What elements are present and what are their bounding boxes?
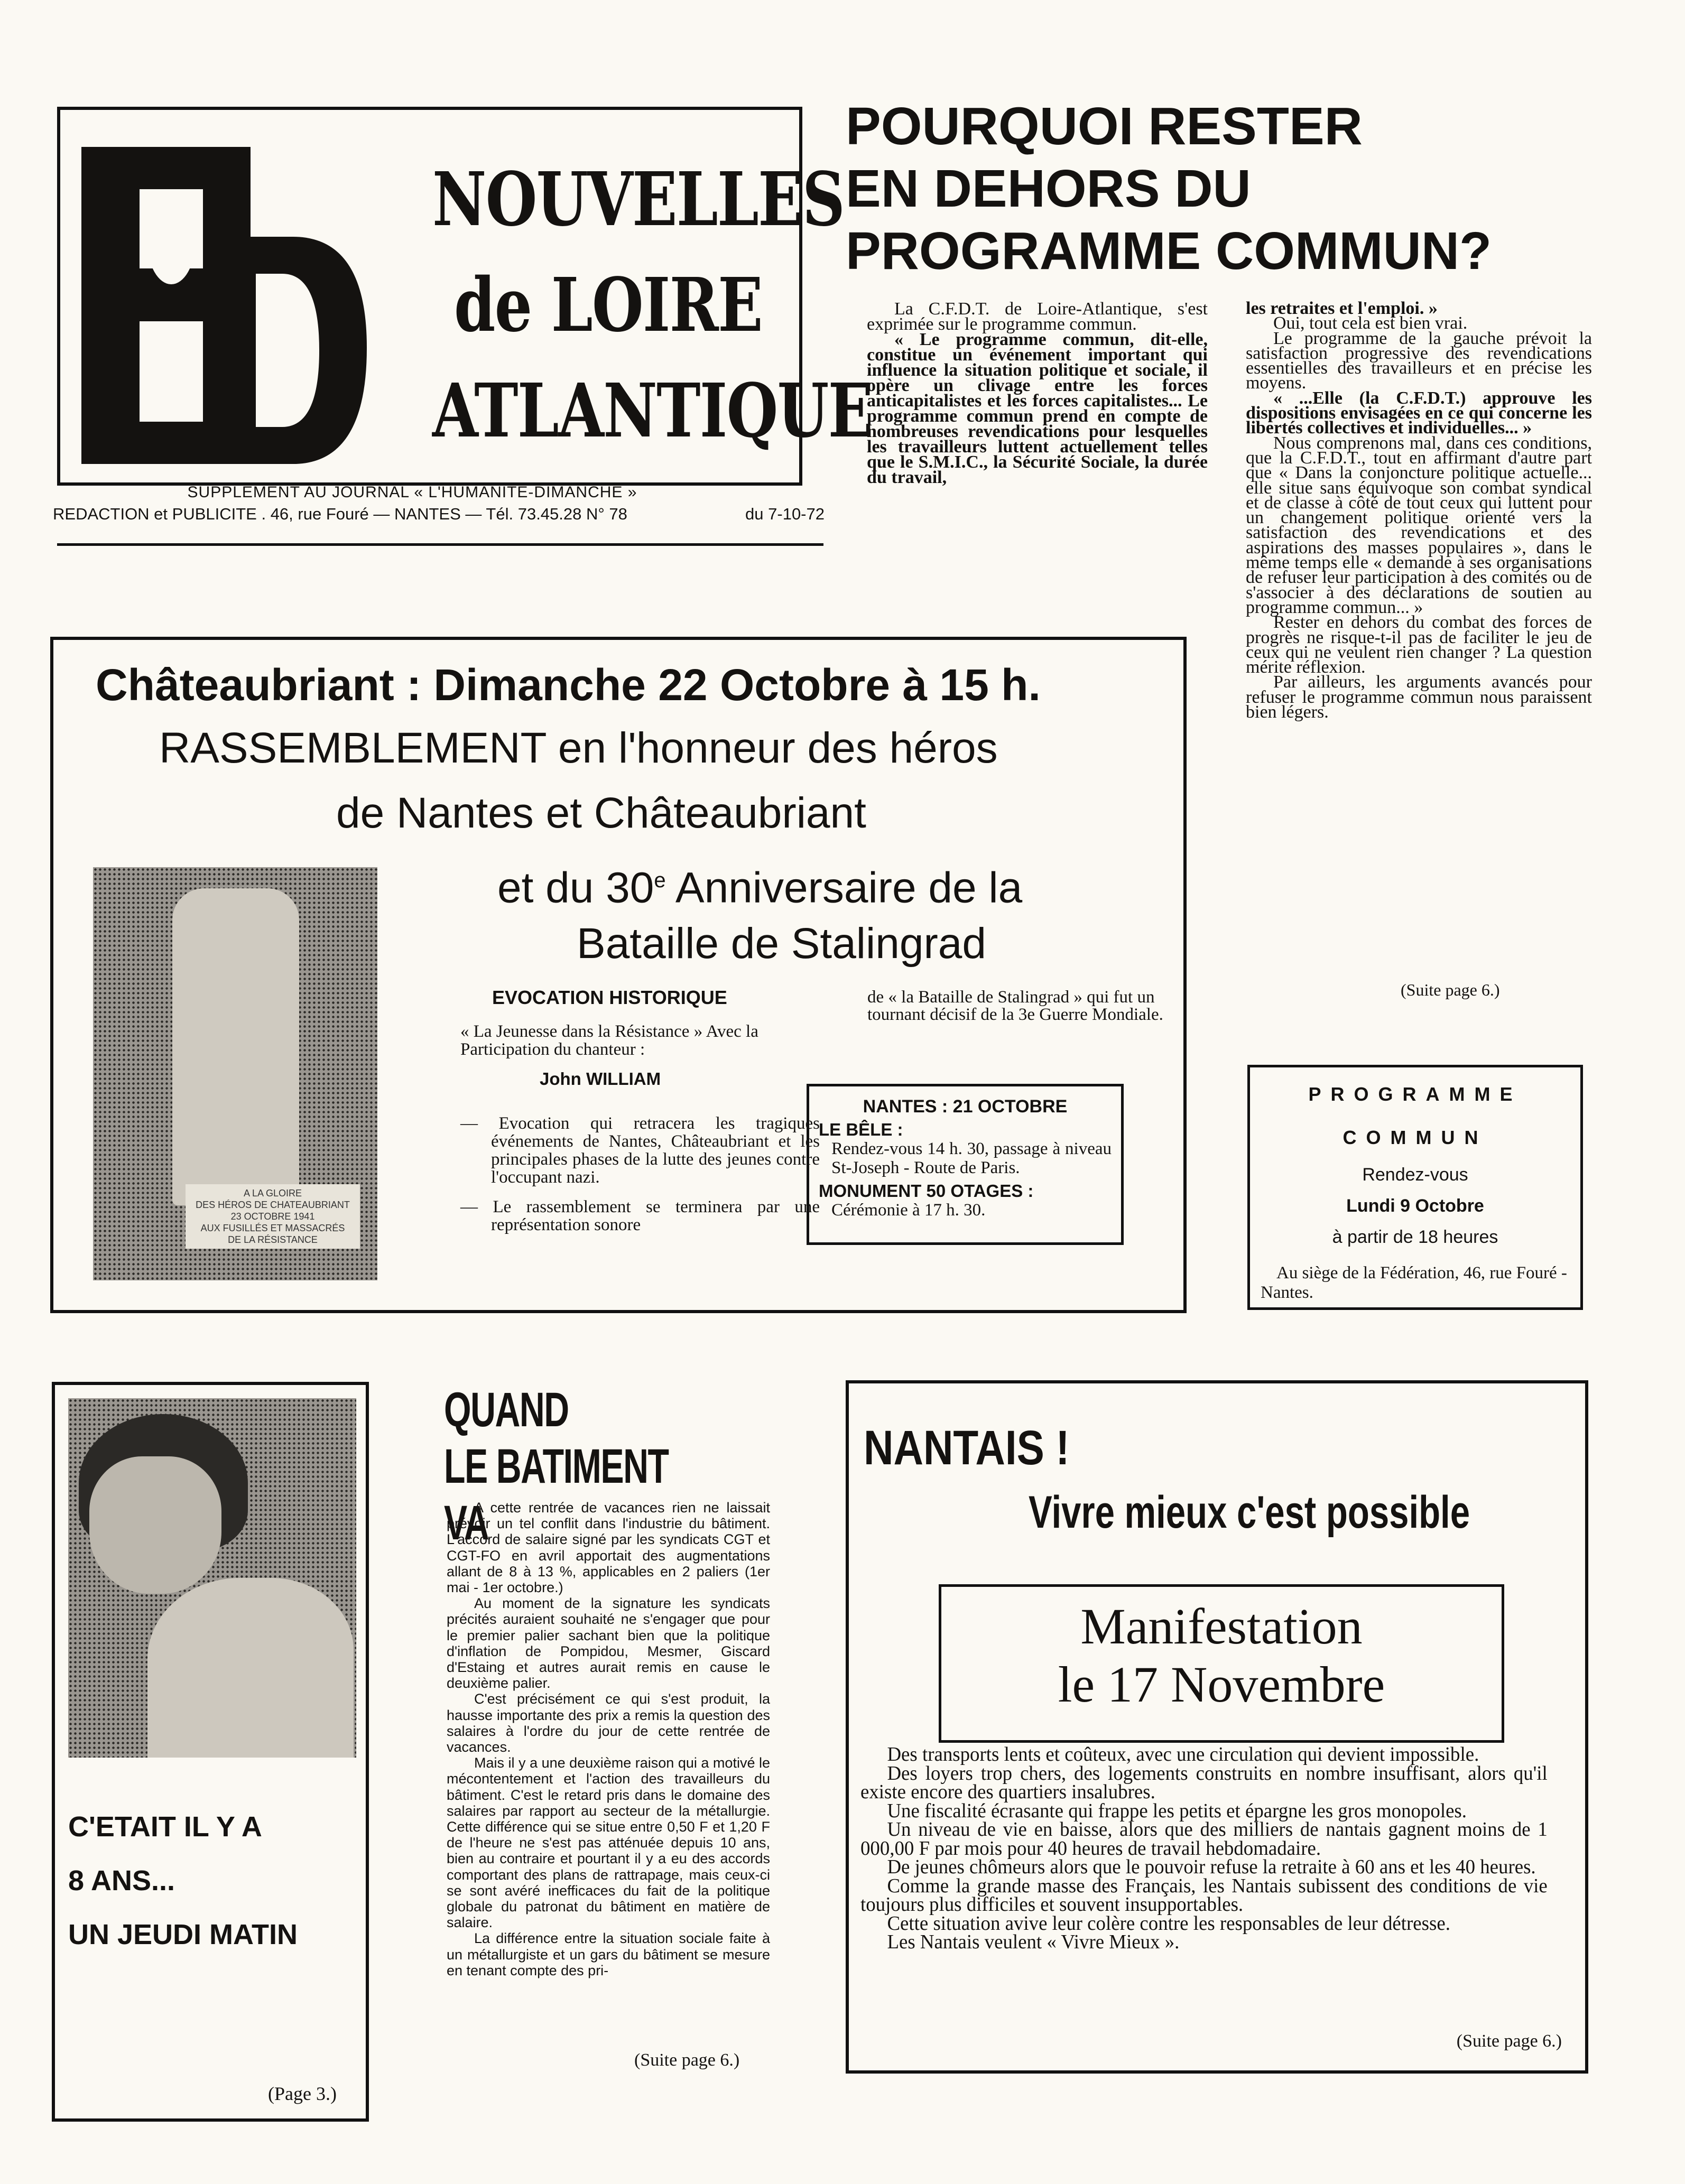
place-label: MONUMENT 50 OTAGES : (819, 1181, 1034, 1201)
nantes-box-title: NANTES : 21 OCTOBRE (863, 1096, 1068, 1117)
plaque-line: 23 OCTOBRE 1941 (230, 1211, 315, 1222)
paragraph: Rester en dehors du combat des forces de progrès ne risque-t-il pas de faciliter le jeu de ceux qui ne veulent rien changer ? La question mérite réflexion. (1246, 612, 1592, 677)
nantais-box (846, 1380, 1588, 2074)
paragraph: Le programme de la gauche prévoit la satisfaction progressive des revendications essentielles des travailleurs et en précise les moyens. (1246, 328, 1592, 393)
newspaper-title (432, 147, 873, 464)
paragraph: Un niveau de vie en baisse, alors que des milliers de nantais gagnent moins de 1 000,00 F par mois pour 40 heures de travail hebdomadaire. (860, 1818, 1548, 1860)
page-reference: (Page 3.) (268, 2083, 337, 2104)
hd-logo (81, 147, 377, 464)
box-title: PROGRAMME (1308, 1083, 1522, 1105)
headline-line: UN JEUDI MATIN (68, 1919, 298, 1950)
evocation-subtitle: « La Jeunesse dans la Résistance » Avec la Participation du chanteur : (460, 1022, 758, 1059)
rendezvous-label: Rendez-vous (1362, 1165, 1468, 1185)
nantais-slogan: Vivre mieux c'est possible (1029, 1487, 1470, 1538)
bullet-text: Evocation qui retracera les tragiques événements de Nantes, Châteaubriant et les principales phases de la lutte des jeunes contre l'occupant nazi. (491, 1114, 820, 1187)
anniv-post: Anniversaire de la (665, 863, 1023, 912)
subtitle-rest: en l'honneur des héros (546, 724, 998, 772)
plaque-line: A LA GLOIRE (243, 1188, 302, 1198)
evocation-continuation (836, 989, 1179, 1024)
paragraph: « Le programme commun, dit-elle, constitue un événement important qui influence la situation politique et sociale, il opère un clivage entre les forces anticapitalistes et les forces capitalistes... Le programme commun prend en compte de nombreuses revendications pour lesquelles les travailleurs luttent actuellement telles que le S.M.I.C., la Sécurité Sociale, la durée du travail, (867, 330, 1208, 487)
nantais-title: NANTAIS ! (864, 1421, 1070, 1475)
paragraph: Des transports lents et coûteux, avec une circulation qui devient impossible. (887, 1743, 1479, 1765)
bullet-item: — Evocation qui retracera les tragiques événements de Nantes, Châteaubriant et les principales phases de la lutte des jeunes contre l'occupant nazi. (460, 1114, 820, 1187)
programme-commun-box (1247, 1065, 1583, 1310)
event-subtitle-3 (497, 854, 1022, 914)
paragraph: Par ailleurs, les arguments avancés pour refuser le programme commun nous paraissent bien légers. (1246, 672, 1592, 722)
paragraph: Une fiscalité écrasante qui frappe les petits et épargne les gros monopoles. (887, 1799, 1467, 1822)
paragraph: Comme la grande masse des Français, les Nantais subissent des conditions de vie toujours plus difficiles et souvent insupportables. (860, 1874, 1548, 1916)
event-subtitle-4: Bataille de Stalingrad (577, 919, 986, 968)
headline-line: EN DEHORS DU (846, 159, 1251, 218)
event-subtitle-2: de Nantes et Châteaubriant (336, 789, 866, 837)
paragraph: La différence entre la situation sociale faite à un métallurgiste et un gars du bâtiment se mesure en tenant compte des pri- (447, 1930, 770, 1978)
place-detail: Rendez-vous 14 h. 30, passage à niveau St-Joseph - Route de Paris. (831, 1139, 1112, 1177)
event-subtitle (159, 722, 998, 775)
headline-line: POURQUOI RESTER (846, 97, 1363, 156)
supplement-line: SUPPLEMENT AU JOURNAL « L'HUMANITE-DIMANCHE » (187, 484, 637, 501)
nantes-event-box (807, 1084, 1124, 1245)
issue-date: du 7-10-72 (745, 505, 825, 523)
continuation-text: de « la Bataille de Stalingrad » qui fut un tournant décisif de la 3e Guerre Mondiale. (867, 988, 1163, 1024)
manif-line: Manifestation (1080, 1598, 1363, 1655)
redaction-address: REDACTION et PUBLICITE . 46, rue Fouré — NANTES — Tél. 73.45.28 N° 78 (53, 505, 627, 523)
paragraph: Mais il y a une deuxième raison qui a motivé le mécontentement et l'action des travailleurs du bâtiment. C'est le retard pris dans le domaine des salaires par rapport au secteur de la métallurgie. Cette différence qui se situe entre 0,50 F et 1,20 F de l'heure ne s'est pas atténuée depuis 10 ans, bien au contraire et pourtant il y a eu des accords comportant des plans de rattrapage, mais ceux-ci se sont avéré inefficaces du fait de la politique globale du patronat du bâtiment en matière de salaire. (447, 1755, 770, 1931)
plaque-line: DE LA RÉSISTANCE (228, 1234, 318, 1245)
plaque-line: DES HÉROS DE CHATEAUBRIANT (196, 1200, 350, 1210)
paragraph: Au moment de la signature les syndicats précités auraient souhaité ne s'engager que pour le premier palier sachant bien que la politique d'inflation de Pompidou, Mesmer, Giscard d'Estaing et autres aurait remis en cause le deuxième palier. (447, 1595, 770, 1692)
article-column-2 (1246, 301, 1592, 720)
batiment-column (447, 1500, 770, 1978)
bullet-item: — Le rassemblement se terminera par une représentation sonore (460, 1197, 820, 1234)
title-line-2: de LOIRE (454, 262, 762, 349)
title-line-1: NOUVELLES (432, 156, 845, 243)
headline-line: 8 ANS... (68, 1865, 175, 1897)
manifestation-box (939, 1584, 1504, 1743)
monument-plaque (186, 1184, 360, 1249)
paragraph: La C.F.D.T. de Loire-Atlantique, s'est exprimée sur le programme commun. (867, 299, 1208, 334)
place-label: LE BÊLE : (819, 1120, 903, 1139)
redaction-line (53, 505, 825, 524)
paragraph: Oui, tout cela est bien vrai. (1273, 313, 1468, 333)
paragraph: Cette situation avive leur colère contre les responsables de leur détresse. (887, 1912, 1450, 1935)
box-title: COMMUN (1343, 1127, 1488, 1148)
continued-note: (Suite page 6.) (1401, 980, 1500, 999)
nantais-text (860, 1745, 1548, 1952)
headline-line: PROGRAMME COMMUN? (846, 221, 1492, 281)
article-column-1 (867, 301, 1208, 485)
headline-line: C'ETAIT IL Y A (68, 1811, 262, 1843)
jeudi-box (52, 1382, 369, 2122)
event-headline: Châteaubriant : Dimanche 22 Octobre à 15 h. (96, 660, 1041, 710)
statue-shape (172, 888, 299, 1205)
bullet-text: Le rassemblement se terminera par une représentation sonore (491, 1197, 820, 1234)
paragraph: Nous comprenons mal, dans ces conditions, que la C.F.D.T., tout en affirmant d'autre part que « Dans la conjoncture politique actuelle... elle situe sans équivoque son combat syndical et de classe à côté de tout ceux qui luttent pour un changement politique orienté vers la satisfaction des revendications et des aspirations des masses populaires », dans le même temps elle « demande à ses organisations de refuser leur participation à des comités ou de s'associer à des déclarations de soutien au programme commun... » (1246, 433, 1592, 617)
paragraph: « ...Elle (la C.F.D.T.) approuve les dispositions envisagées en ce qui concerne les libertés collectives et individuelles... » (1246, 388, 1592, 438)
paragraph: les retraites et l'emploi. » (1246, 299, 1438, 318)
title-line-3: ATLANTIQUE (432, 368, 873, 454)
man-portrait-photo (68, 1398, 356, 1758)
paragraph: De jeunes chômeurs alors que le pouvoir refuse la retraite à 60 ans et les 40 heures. (887, 1856, 1536, 1878)
paragraph: Les Nantais veulent « Vivre Mieux ». (887, 1931, 1180, 1953)
paragraph: Des loyers trop chers, des logements construits en nombre insuffisant, alors qu'il existe encore des quartiers insalubres. (860, 1762, 1548, 1803)
evocation-title: EVOCATION HISTORIQUE (492, 987, 727, 1008)
singer-name: John WILLIAM (540, 1069, 661, 1089)
paragraph: A cette rentrée de vacances rien ne laissait prévoir un tel conflit dans l'industrie du bâtiment. L'accord de salaire signé par les syndicats CGT et CGT-FO en avril apportait des augmentations allant de 8 à 13 %, applicables en 2 paliers (1er mai - 1er octobre.) (447, 1500, 770, 1596)
chateaubriant-box (50, 637, 1187, 1313)
headline-line: QUAND (444, 1383, 569, 1437)
jeudi-headline (68, 1800, 364, 1962)
evocation-section (460, 989, 820, 1234)
meeting-time: à partir de 18 heures (1332, 1227, 1498, 1247)
place-detail: Cérémonie à 17 h. 30. (831, 1201, 986, 1220)
continued-note: (Suite page 6.) (1456, 2031, 1562, 2051)
masthead-box (57, 107, 873, 486)
portrait-face (89, 1456, 221, 1594)
anniv-pre: et du 30 (497, 863, 654, 912)
portrait-shirt (147, 1578, 354, 1758)
manif-line: le 17 Novembre (1058, 1656, 1385, 1713)
continued-note: (Suite page 6.) (634, 2050, 740, 2070)
monument-photo (93, 867, 377, 1280)
article-headline (846, 95, 1628, 282)
meeting-place: Au siège de la Fédération, 46, rue Fouré - Nantes. (1261, 1263, 1567, 1302)
anniv-sup: e (654, 869, 666, 892)
paragraph: C'est précisément ce qui s'est produit, la hausse importante des prix a remis la question des salaires à l'ordre du jour de cette rentrée de vacances. (447, 1691, 770, 1755)
meeting-date: Lundi 9 Octobre (1346, 1196, 1484, 1216)
headline-line: LE BATIMENT VA (444, 1439, 669, 1550)
rassemblement-caps: RASSEMBLEMENT (159, 724, 547, 772)
divider (57, 543, 823, 546)
plaque-line: AUX FUSILLÉS ET MASSACRÉS (200, 1223, 345, 1233)
